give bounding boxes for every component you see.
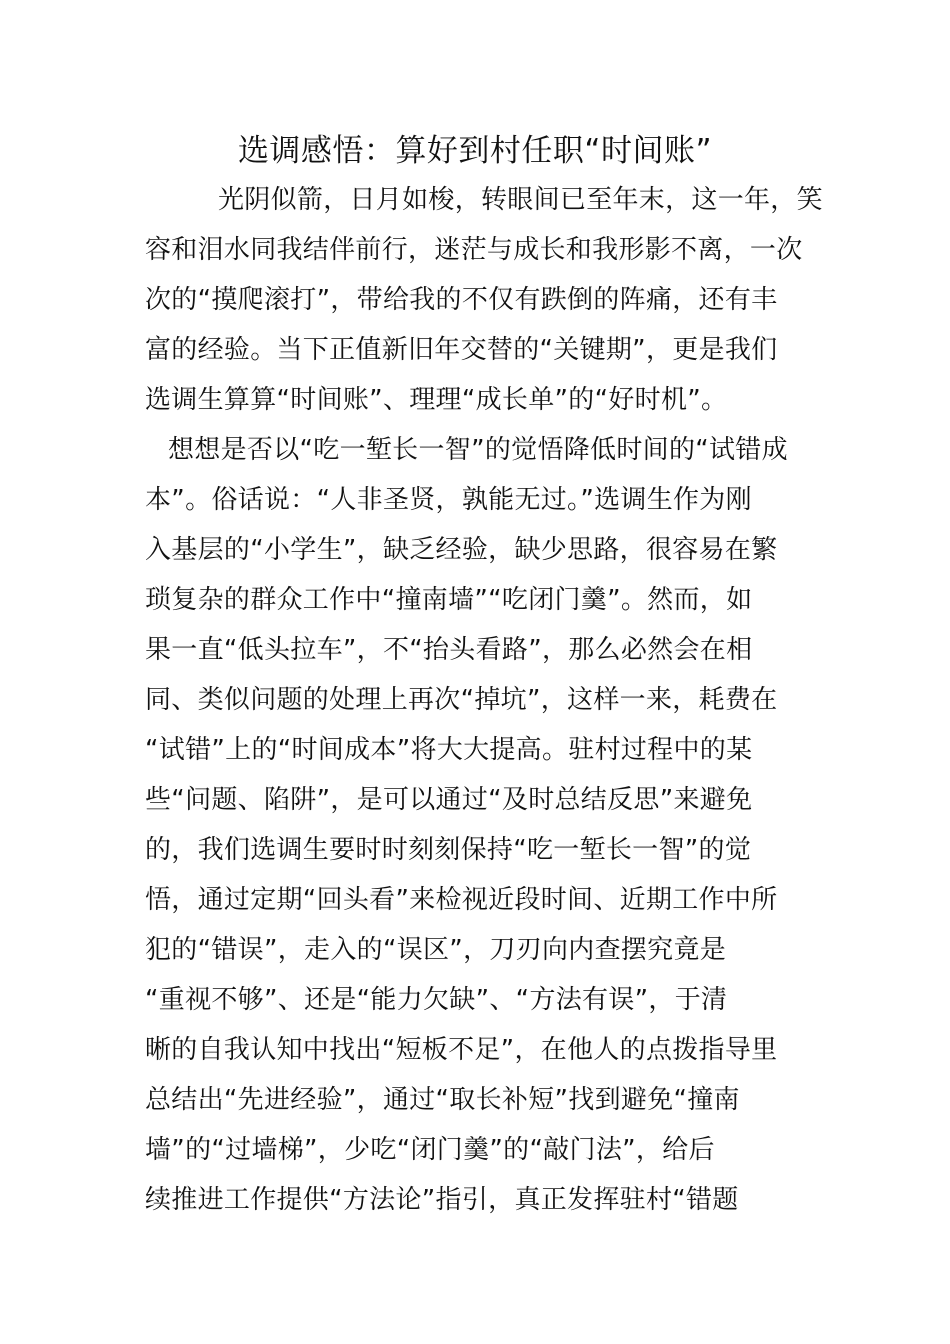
paragraph-line: “重视不够”、还是“能力欠缺”、“方法有误”，于清 xyxy=(145,985,728,1015)
paragraph-line: 想想是否以“吃一堑长一智”的觉悟降低时间的“试错成 xyxy=(168,435,788,465)
paragraph-line: 犯的“错误”，走入的“误区”，刀刃向内查摆究竟是 xyxy=(145,935,727,965)
paragraph-line: 悟，通过定期“回头看”来检视近段时间、近期工作中所 xyxy=(145,885,778,915)
paragraph-line: 入基层的“小学生”，缺乏经验，缺少思路，很容易在繁 xyxy=(145,535,778,565)
paragraph-line: 琐复杂的群众工作中“撞南墙”“吃闭门羹”。然而，如 xyxy=(145,585,753,615)
paragraph-line: 富的经验。当下正值新旧年交替的“关键期”，更是我们 xyxy=(145,335,778,365)
paragraph-line: 同、类似问题的处理上再次“掉坑”，这样一来，耗费在 xyxy=(145,685,778,715)
paragraph-line: 次的“摸爬滚打”，带给我的不仅有跌倒的阵痛，还有丰 xyxy=(145,285,778,315)
paragraph-line: 光阴似箭，日月如梭，转眼间已至年末，这一年，笑 xyxy=(218,185,823,215)
paragraph-line: 总结出“先进经验”，通过“取长补短”找到避免“撞南 xyxy=(145,1085,740,1115)
paragraph-line: “试错”上的“时间成本”将大大提高。驻村过程中的某 xyxy=(145,735,753,765)
paragraph-line: 墙”的“过墙梯”，少吃“闭门羹”的“敲门法”，给后 xyxy=(145,1135,715,1165)
paragraph-line: 果一直“低头拉车”，不“抬头看路”，那么必然会在相 xyxy=(145,635,753,665)
paragraph-line: 选调生算算“时间账”、理理“成长单”的“好时机”。 xyxy=(145,385,728,415)
paragraph-line: 些“问题、陷阱”，是可以通过“及时总结反思”来避免 xyxy=(145,785,753,815)
paragraph-line: 的，我们选调生要时时刻刻保持“吃一堑长一智”的觉 xyxy=(145,835,752,865)
paragraph-line: 容和泪水同我结伴前行，迷茫与成长和我形影不离，一次 xyxy=(145,235,803,265)
paragraph-line: 晰的自我认知中找出“短板不足”，在他人的点拨指导里 xyxy=(145,1035,778,1065)
paragraph-line: 续推进工作提供“方法论”指引，真正发挥驻村“错题 xyxy=(145,1185,739,1215)
document-title: 选调感悟：算好到村任职“时间账” xyxy=(237,133,713,169)
paragraph-line: 本”。俗话说：“人非圣贤，孰能无过。”选调生作为刚 xyxy=(145,485,752,515)
